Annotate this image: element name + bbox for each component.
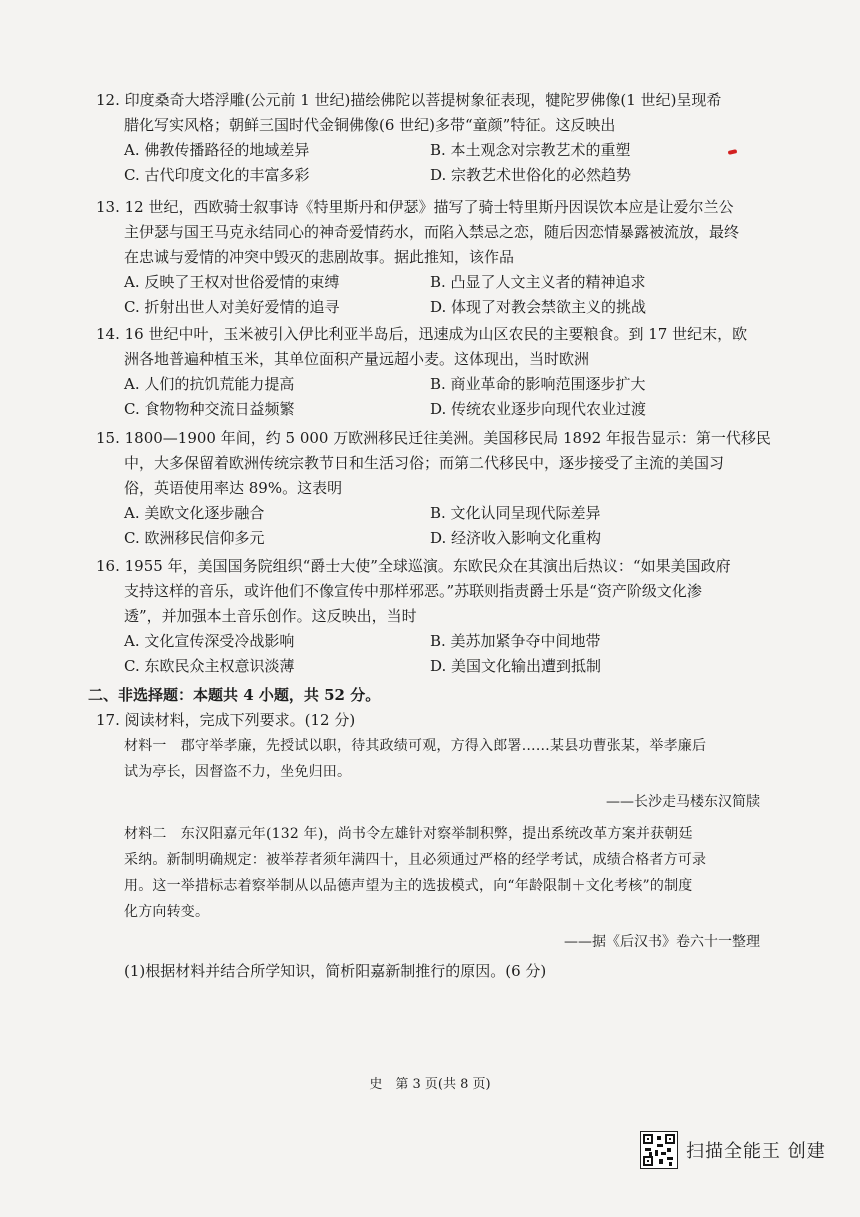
options-row	[96, 526, 760, 551]
option-b: B. 商业革命的影响范围逐步扩大	[430, 375, 646, 393]
option-a: A. 反映了王权对世俗爱情的束缚	[124, 273, 340, 291]
watermark-text: 扫描全能王 创建	[686, 1141, 826, 1162]
question-13	[96, 195, 760, 320]
option-b: B. 美苏加紧争夺中间地带	[430, 632, 601, 650]
question-stem-line: 洲各地普遍种植玉米，其单位面积产量远超小麦。这体现出，当时欧洲	[124, 350, 590, 368]
material-two-line: 化方向转变。	[124, 904, 210, 920]
material-two-line: 材料二 东汉阳嘉元年(132 年)，尚书令左雄针对察举制积弊，提出系统改革方案并获朝廷	[124, 826, 693, 842]
section-heading	[88, 683, 752, 708]
question-stem-line: 腊化写实风格；朝鲜三国时代金铜佛像(6 世纪)多带“童颜”特征。这反映出	[124, 116, 616, 134]
option-c: C. 欧洲移民信仰多元	[124, 529, 265, 547]
options-row	[96, 629, 760, 654]
question-stem-line: 14. 16 世纪中叶，玉米被引入伊比利亚半岛后，迅速成为山区农民的主要粮食。到 17 世纪末，欧	[96, 325, 748, 343]
option-a: A. 文化宣传深受冷战影响	[124, 632, 295, 650]
question-16	[96, 554, 760, 679]
option-b: B. 凸显了人文主义者的精神追求	[430, 273, 646, 291]
question-stem-line: 支持这样的音乐，或许他们不像宣传中那样邪恶。”苏联则指责爵士乐是“资产阶级文化渗	[124, 582, 702, 600]
option-a: A. 人们的抗饥荒能力提高	[124, 375, 295, 393]
options-row	[96, 270, 760, 295]
question-stem-line: 中，大多保留着欧洲传统宗教节日和生活习俗；而第二代移民中，逐步接受了主流的美国习	[124, 454, 725, 472]
option-c: C. 食物物种交流日益频繁	[124, 400, 295, 418]
question-stem-line: 15. 1800—1900 年间，约 5 000 万欧洲移民迁往美洲。美国移民局 1892 年报告显示：第一代移民	[96, 429, 771, 447]
page-footer: 史 第 3 页(共 8 页)	[369, 1077, 491, 1092]
options-row	[96, 163, 760, 188]
question-stem-line: 在忠诚与爱情的冲突中毁灭的悲剧故事。据此推知，该作品	[124, 248, 515, 266]
question-stem-line: 17. 阅读材料，完成下列要求。(12 分)	[96, 711, 356, 729]
option-d: D. 经济收入影响文化重构	[430, 529, 602, 547]
options-row	[96, 397, 760, 422]
option-a: A. 美欧文化逐步融合	[124, 504, 265, 522]
question-stem-line: 16. 1955 年，美国国务院组织“爵士大使”全球巡演。东欧民众在其演出后热议：“如果美国政府	[96, 557, 731, 575]
qr-code-icon	[640, 1131, 678, 1169]
question-stem-line: 主伊瑟与国王马克永结同心的神奇爱情药水，而陷入禁忌之恋，随后因恋情暴露被流放，最终	[124, 223, 740, 241]
material-two-source: ——据《后汉书》卷六十一整理	[564, 934, 760, 950]
question-15	[96, 426, 771, 551]
question-17	[96, 708, 760, 984]
material-one-source: ——长沙走马楼东汉简牍	[606, 794, 760, 810]
scanner-watermark	[640, 1131, 826, 1169]
option-d: D. 宗教艺术世俗化的必然趋势	[430, 166, 632, 184]
question-stem-line: 透”，并加强本土音乐创作。这反映出，当时	[124, 607, 417, 625]
question-14	[96, 322, 760, 422]
section-title: 二、非选择题：本题共 4 小题，共 52 分。	[88, 686, 381, 704]
option-b: B. 文化认同呈现代际差异	[430, 504, 601, 522]
options-row	[96, 654, 760, 679]
material-one-line: 材料一 郡守举孝廉，先授试以职，待其政绩可观，方得入郎署……某县功曹张某，举孝廉后	[124, 738, 707, 754]
question-stem-line: 12. 印度桑奇大塔浮雕(公元前 1 世纪)描绘佛陀以菩提树象征表现，犍陀罗佛像(1 世纪)呈现希	[96, 91, 722, 109]
options-row	[96, 372, 760, 397]
option-c: C. 东欧民众主权意识淡薄	[124, 657, 295, 675]
question-stem-line: 俗，英语使用率达 89%。这表明	[124, 479, 343, 497]
material-two-line: 用。这一举措标志着察举制从以品德声望为主的选拔模式，向“年龄限制＋文化考核”的制度	[124, 878, 693, 894]
options-row	[96, 501, 760, 526]
question-stem-line: 13. 12 世纪，西欧骑士叙事诗《特里斯丹和伊瑟》描写了骑士特里斯丹因误饮本应是让爱尔兰公	[96, 198, 734, 216]
option-d: D. 体现了对教会禁欲主义的挑战	[430, 298, 647, 316]
option-d: D. 传统农业逐步向现代农业过渡	[430, 400, 647, 418]
question-12	[96, 88, 760, 188]
option-c: C. 古代印度文化的丰富多彩	[124, 166, 310, 184]
options-row	[96, 295, 760, 320]
option-a: A. 佛教传播路径的地域差异	[124, 141, 310, 159]
material-two-line: 采纳。新制明确规定：被举荐者须年满四十，且必须通过严格的经学考试，成绩合格者方可录	[124, 852, 707, 868]
option-c: C. 折射出世人对美好爱情的追寻	[124, 298, 340, 316]
option-d: D. 美国文化输出遭到抵制	[430, 657, 602, 675]
options-row	[96, 138, 760, 163]
material-one-line: 试为亭长，因督盗不力，坐免归田。	[124, 764, 352, 780]
option-b: B. 本土观念对宗教艺术的重塑	[430, 141, 631, 159]
sub-question-1: (1)根据材料并结合所学知识，简析阳嘉新制推行的原因。(6 分)	[124, 962, 547, 980]
